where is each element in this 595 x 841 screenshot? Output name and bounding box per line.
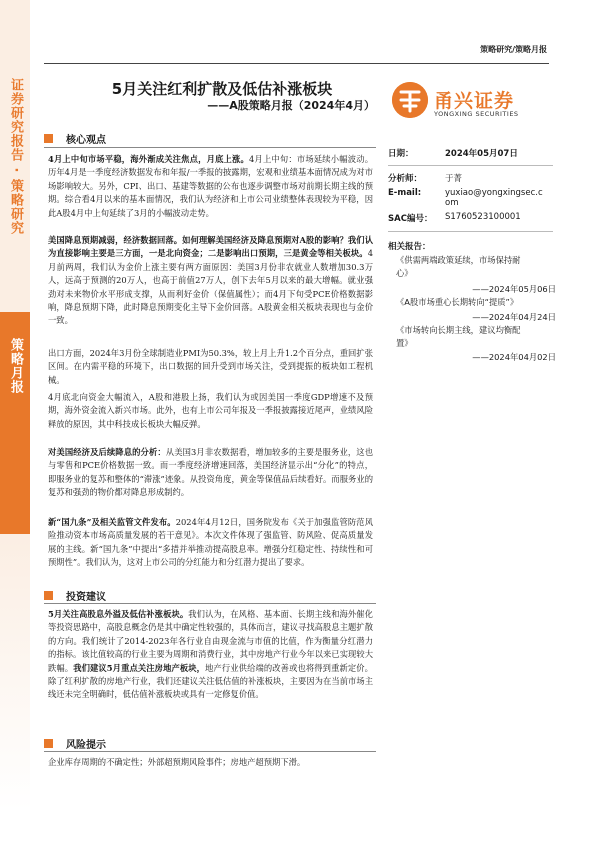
related-report-date: ——2024年04月02日: [472, 352, 556, 362]
related-report-item[interactable]: 《供需两端政策延续，市场保持耐 心》: [396, 255, 521, 278]
report-subtitle: ——A股策略月报（2024年4月）: [207, 99, 375, 112]
header-divider: [44, 63, 549, 64]
email-value[interactable]: yuxiao@yongxingsec.c om: [445, 188, 543, 208]
logo-mark-icon: [392, 82, 428, 118]
rail-report-type: 证券研究报告 · 策略研究: [8, 78, 23, 235]
core-paragraph-6: 新“国九条”及相关监管文件发布。2024年4月12日，国务院发布《关于加强监管防范风险推动资本市场高质量发展的若干意见》。本次文件体现了强监管、防风险、促高质量发展的主线。新“国九条”中提出“多措并举推动提高股息率。增强分红稳定性、持续性和可预期性”。我们认为，这对上市公司的分红能力和分红潜力提出了要求。: [48, 517, 374, 568]
sac-value: S1760523100001: [445, 212, 521, 222]
analyst-value: 于菁: [445, 174, 463, 184]
related-report-item[interactable]: 《A股市场重心长期转向“提质”》: [396, 297, 519, 307]
section-core-title: 核心观点: [66, 135, 106, 146]
rail-bottom-band: [0, 534, 30, 841]
related-report-item[interactable]: 《市场转向长期主线，建议均衡配 置》: [396, 325, 521, 348]
meta-divider: [388, 231, 553, 232]
report-title: 5月关注红利扩散及低估补涨板块: [111, 80, 333, 98]
section-divider: [44, 147, 376, 148]
related-report-date: ——2024年05月06日: [472, 284, 556, 294]
section-divider: [44, 751, 376, 752]
email-label: E-mail:: [388, 188, 422, 198]
meta-divider: [388, 165, 553, 166]
advice-paragraph: 5月关注高股息外溢及低估补涨板块。我们认为，在风格、基本面、长期主线和海外催化等投资思路中，高股息概念仍是其中确定性较强的，具体而言，建议寻找高股息主题扩散的方向。我们统计了2014-2023年各行业自由现金流与市值的比值，作为衡量分红潜力的指标。该比值较高的行业主要为周期和消费行业，其中房地产行业今年以来已实现较大跌幅。我们建议5月重点关注房地产板块，地产行业供给端的改善或也将得到重新定价。除了红利扩散的房地产行业，我们还建议关注低估值的补涨板块，主要因为在当前市场主线还未完全明确时，低估值补涨板块或具有一定修复价值。: [48, 609, 373, 700]
section-divider: [44, 603, 376, 604]
core-paragraph-5: 对美国经济及后续降息的分析：从美国3月非农数据看，增加较多的主要是服务业，这也与零售和PCE价格数据一致。而一季度经济增速回落，美国经济显示出“分化”的特点，即服务业的复苏和整体的“滞涨”迹象。从投资角度，黄金等保值品后续看好。而服务业的复苏和强劲的物价都对降息形成制约。: [48, 447, 373, 498]
section-bullet-icon: [44, 591, 53, 600]
company-logo: [392, 82, 552, 122]
section-risk-title: 风险提示: [66, 740, 106, 751]
core-paragraph-4: 4月底北向资金大幅流入，A股和港股上扬，我们认为或因美国一季度GDP增速不及预期，海外资金流入新兴市场。此外，也有上市公司年报及一季报披露接近尾声，业绩风险释放的原因，其中科技成长板块大幅反弹。: [48, 392, 373, 429]
related-reports-label: 相关报告：: [388, 242, 431, 252]
logo-cn-text: 甬兴证券: [434, 90, 515, 112]
section-advice-title: 投资建议: [66, 592, 106, 603]
section-bullet-icon: [44, 134, 53, 143]
related-report-date: ——2024年04月24日: [472, 312, 556, 322]
core-paragraph-3: 出口方面，2024年3月份全球制造业PMI为50.3%，较上月上升1.2个百分点，重回扩张区间。在内需平稳的环境下，出口数据的回升受到市场关注，受到提振的板块如工程机械。: [48, 348, 373, 385]
header-tag: 策略研究/策略月报: [480, 45, 547, 54]
analyst-label: 分析师：: [388, 174, 423, 184]
rail-report-category: 策略月报: [8, 338, 23, 394]
risk-text: 企业库存周期的不确定性；外部超预期风险事件；房地产超预期下滑。: [48, 757, 306, 767]
core-paragraph-1: 4月上中旬市场平稳，海外渐成关注焦点，月底上涨。4月上中旬：市场延续小幅波动。历年4月是一季度经济数据发布和年报/一季报的披露期，宏观和业绩基本面情况成为对市场影响较大。另外，CPI、出口、基建等数据的公布也逐步调整市场对前期长期主线的预期。综合看4月以来的基本面情况，我们认为经济和上市公司业绩整体表现较为平稳，因此A股4月中上旬延续了3月的小幅波动走势。: [48, 154, 373, 218]
date-value: 2024年05月07日: [445, 149, 518, 159]
date-label: 日期：: [388, 149, 414, 159]
sac-label: SAC编号：: [388, 214, 433, 224]
core-paragraph-2: 美国降息预期减弱，经济数据回落。如何理解美国经济及降息预期对A股的影响？我们认为直接影响主要是三方面，一是北向资金；二是影响出口预期，三是黄金等相关板块。4月前两周，我们认为金价上涨主要有两方面原因：美国3月份非农就业人数增加30.3万人，远高于预测的20万人，也高于前值27万人，创下去年5月以来的最大增幅。就业强劲对未来物价水平形成支撑，从而利好金价（保值属性）；而4月下旬受PCE价格数据影响，降息预期下降，此时降息预期变化主导下金价回落。A股黄金相关板块表现也与金价一致。: [48, 235, 373, 326]
section-bullet-icon: [44, 739, 53, 748]
logo-en-text: YONGXING SECURITIES: [434, 110, 519, 118]
